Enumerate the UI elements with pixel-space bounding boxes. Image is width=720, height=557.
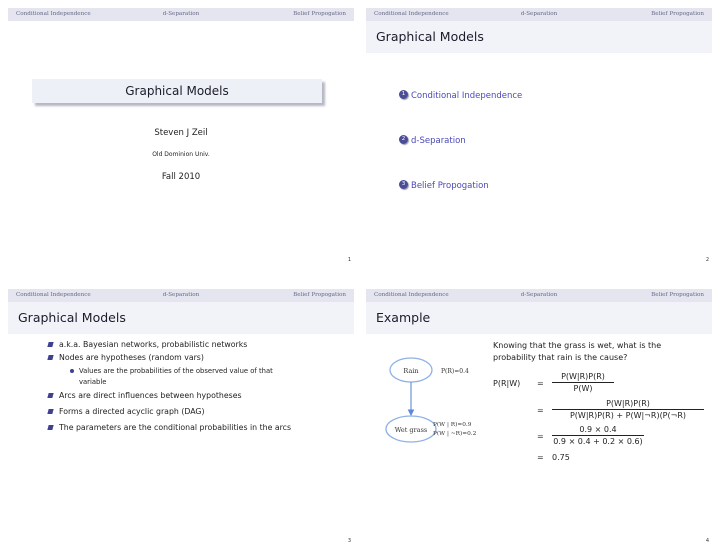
toc-label: d-Separation	[411, 136, 466, 146]
nav-conditional-independence[interactable]: Conditional Independence	[16, 11, 91, 17]
prob-wet-given-not-rain: P(W | ~R)=0.2	[433, 431, 477, 437]
rain-label: Rain	[403, 367, 419, 375]
fraction-2-numerator: P(W|R)P(R)	[606, 399, 650, 408]
nav-bar	[366, 8, 712, 21]
slide-4	[366, 289, 712, 547]
equals-sign: =	[537, 406, 544, 415]
bullet-text: Arcs are direct influences between hypotheses	[59, 391, 242, 400]
nav-conditional-independence[interactable]: Conditional Independence	[374, 292, 449, 298]
frame-title: Graphical Models	[376, 29, 484, 44]
institution: Old Dominion Univ.	[152, 151, 210, 158]
nav-d-separation[interactable]: d-Separation	[162, 292, 200, 298]
sub-bullet-item	[79, 366, 273, 376]
equals-sign: =	[537, 453, 544, 462]
title-box: Graphical Models	[32, 79, 322, 103]
author: Steven J Zeil	[154, 128, 208, 138]
nav-d-separation[interactable]: d-Separation	[520, 292, 558, 298]
nav-conditional-independence[interactable]: Conditional Independence	[374, 11, 449, 17]
equation-lhs: P(R|W)	[493, 379, 521, 388]
bullet-item	[59, 353, 204, 363]
nav-belief-propogation[interactable]: Belief Propogation	[651, 11, 704, 17]
sub-bullet-marker	[70, 369, 74, 373]
equals-sign: =	[537, 432, 544, 441]
fraction-bar	[552, 409, 704, 410]
question-line-1: Knowing that the grass is wet, what is the	[493, 341, 662, 350]
nav-d-separation[interactable]: d-Separation	[162, 11, 200, 17]
prob-rain: P(R)=0.4	[441, 368, 469, 375]
fraction-bar	[552, 382, 614, 383]
page-number: 1	[347, 257, 351, 263]
page-number: 2	[705, 257, 709, 263]
wet-grass-label: Wet grass	[394, 426, 428, 434]
prob-wet-given-rain: P(W | R)=0.9	[433, 422, 472, 428]
equation-result: 0.75	[552, 453, 570, 462]
bullet-text: The parameters are the conditional probabilities in the arcs	[59, 423, 292, 432]
sub-bullet-continuation: variable	[79, 378, 107, 386]
page-number: 3	[347, 538, 351, 544]
slide-3	[8, 289, 354, 547]
slide-2	[366, 8, 712, 266]
bullet-item	[59, 423, 291, 433]
toc-label: Belief Propogation	[411, 181, 489, 191]
date: Fall 2010	[161, 172, 201, 182]
fraction-1-numerator: P(W|R)P(R)	[561, 372, 605, 381]
question-line-2: probability that rain is the cause?	[493, 353, 628, 362]
fraction-2	[552, 399, 704, 420]
bullet-item	[59, 391, 242, 401]
bullet-marker	[47, 342, 53, 347]
bullet-marker	[47, 393, 53, 398]
toc-number: 1	[399, 90, 408, 99]
nav-d-separation[interactable]: d-Separation	[520, 11, 558, 17]
nav-belief-propogation[interactable]: Belief Propogation	[293, 11, 346, 17]
frame-title: Example	[376, 310, 431, 325]
bullet-text: a.k.a. Bayesian networks, probabilistic networks	[59, 340, 248, 349]
frame-title-bar	[366, 21, 712, 53]
equals-sign: =	[537, 379, 544, 388]
bullet-marker	[47, 425, 53, 430]
nav-belief-propogation[interactable]: Belief Propogation	[651, 292, 704, 298]
fraction-2-denominator: P(W|R)P(R) + P(W|¬R)(P(¬R)	[569, 411, 687, 420]
fraction-3-denominator: 0.9 × 0.4 + 0.2 × 0.6)	[553, 437, 643, 446]
bullet-item	[59, 340, 247, 350]
nav-bar	[8, 8, 354, 21]
toc-item-belief-propogation[interactable]	[401, 181, 489, 191]
toc-number: 2	[399, 135, 408, 144]
fraction-3	[552, 425, 644, 446]
fraction-bar	[552, 435, 644, 436]
page-number: 4	[705, 538, 709, 544]
bullet-text: Forms a directed acyclic graph (DAG)	[59, 407, 205, 416]
bullet-marker	[47, 409, 53, 414]
nav-belief-propogation[interactable]: Belief Propogation	[293, 292, 346, 298]
toc-item-d-separation[interactable]	[401, 136, 466, 146]
fraction-1	[552, 372, 614, 393]
toc-number: 3	[399, 180, 408, 189]
frame-title-bar	[8, 302, 354, 334]
bullet-marker	[47, 355, 53, 360]
bullet-item	[59, 407, 205, 417]
toc-label: Conditional Independence	[411, 91, 523, 101]
toc-item-conditional-independence[interactable]	[401, 91, 523, 101]
bullet-text: Nodes are hypotheses (random vars)	[59, 353, 204, 362]
nav-bar	[8, 289, 354, 302]
nav-conditional-independence[interactable]: Conditional Independence	[16, 292, 91, 298]
fraction-3-numerator: 0.9 × 0.4	[579, 425, 617, 434]
sub-bullet-text: Values are the probabilities of the observed value of that	[79, 367, 273, 375]
slide-1	[8, 8, 354, 266]
frame-title: Graphical Models	[18, 310, 126, 325]
fraction-1-denominator: P(W)	[573, 384, 593, 393]
